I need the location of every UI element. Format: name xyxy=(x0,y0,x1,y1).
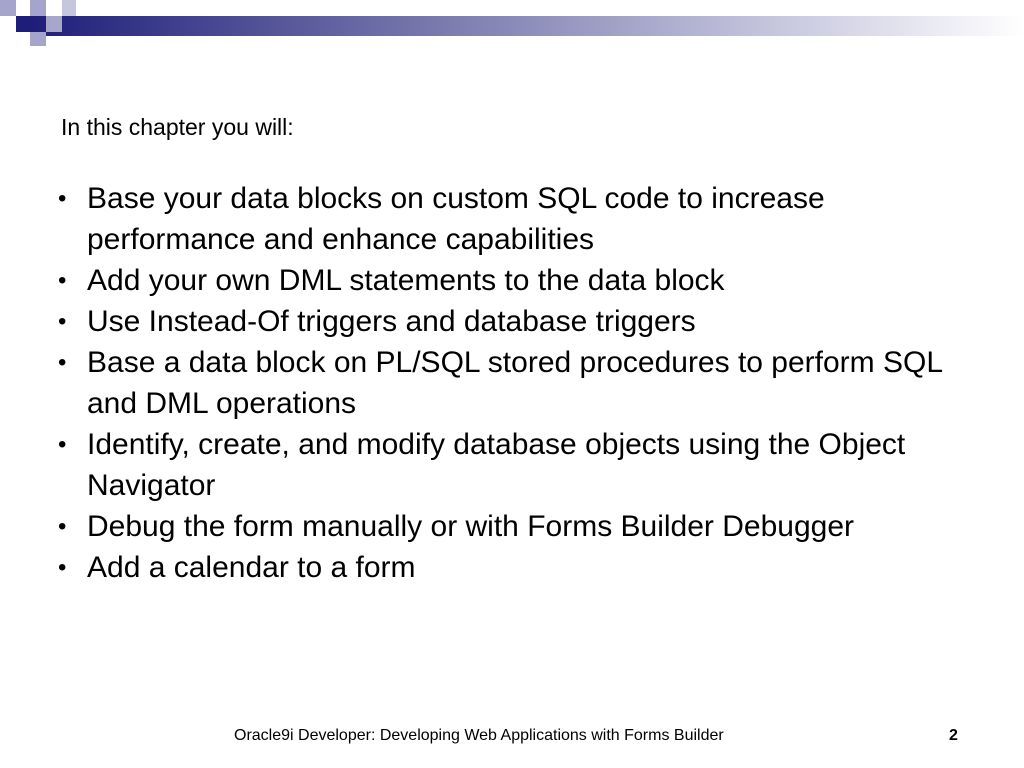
bullet-item xyxy=(58,178,958,260)
bullet-list xyxy=(58,178,958,588)
page-number: 2 xyxy=(949,727,958,744)
bullet-dot-icon: • xyxy=(58,267,67,294)
bullet-text: Add a calendar to a form xyxy=(87,551,416,584)
bullet-dot-icon: • xyxy=(58,185,67,212)
bullet-item xyxy=(58,547,958,588)
bullet-text: Base a data block on PL/SQL stored procedures to perform SQL and DML operations xyxy=(87,346,942,420)
bullet-item xyxy=(58,301,958,342)
bullet-text: Add your own DML statements to the data block xyxy=(87,264,725,297)
bullet-text: Use Instead-Of triggers and database triggers xyxy=(87,305,696,338)
bullet-dot-icon: • xyxy=(58,308,67,335)
header-decoration xyxy=(0,0,1024,46)
bullet-item xyxy=(58,506,958,547)
bullet-text: Identify, create, and modify database objects using the Object Navigator xyxy=(87,428,906,502)
bullet-item xyxy=(58,260,958,301)
bullet-text: Base your data blocks on custom SQL code to increase performance and enhance capabilities xyxy=(87,182,825,256)
header-gradient-graphic xyxy=(0,0,1024,46)
bullet-dot-icon: • xyxy=(58,554,67,581)
intro-text: In this chapter you will: xyxy=(61,114,294,140)
bullet-item xyxy=(58,424,958,506)
bullet-item xyxy=(58,342,958,424)
bullet-text: Debug the form manually or with Forms Builder Debugger xyxy=(87,510,855,543)
bullet-dot-icon: • xyxy=(58,431,67,458)
bullet-dot-icon: • xyxy=(58,349,67,376)
footer-title: Oracle9i Developer: Developing Web Applications with Forms Builder xyxy=(234,727,724,744)
bullet-dot-icon: • xyxy=(58,513,67,540)
